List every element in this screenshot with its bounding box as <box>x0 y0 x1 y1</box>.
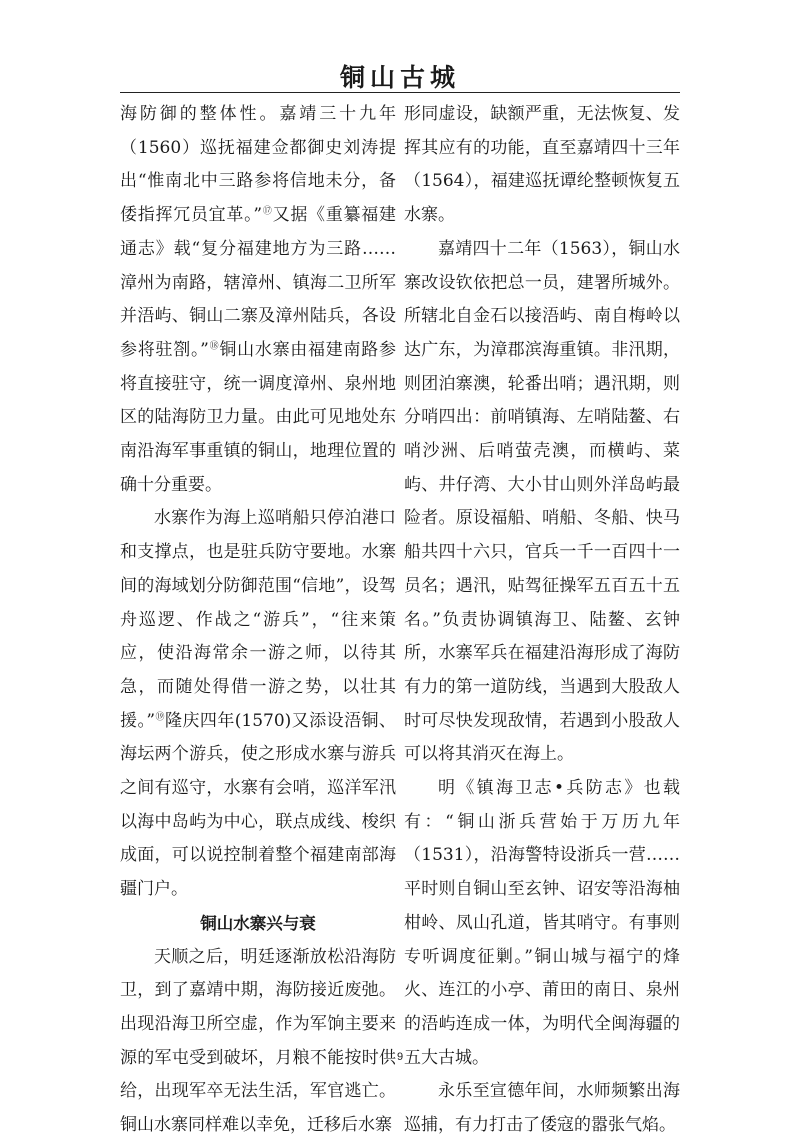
footnote-marker: ⑰ <box>262 206 273 217</box>
paragraph-text: 又据《重纂福建通志》载“复分福建地方为三路……漳州为南路，辖漳州、镇海二卫所军并浯屿、铜山二寨及漳州陆兵，各设参将驻劄。” <box>120 205 396 360</box>
running-header-title: 铜山古城 <box>339 63 460 92</box>
header-rule <box>120 92 680 93</box>
paragraph-text: 海防御的整体性。嘉靖三十九年（1560）巡抚福建佥都御史刘涛提出“惟南北中三路参将信地未分，备倭指挥冗员宜革。” <box>120 104 396 226</box>
footnote-marker: ⑱ <box>208 341 220 352</box>
section-heading: 铜山水寨兴与衰 <box>200 913 316 933</box>
page-number: 9 <box>396 1051 404 1063</box>
paragraph-text: 铜山水寨由福建南路参将直接驻守，统一调度漳州、泉州地区的陆海防卫力量。由此可见地处东南沿海军事重镇的铜山，地理位置的确十分重要。 <box>120 339 396 495</box>
paragraph-text: 水寨作为海上巡哨船只停泊港口和支撑点，也是驻兵防守要地。水寨间的海域划分防御范围“信地”，设驾舟巡逻、作战之“游兵”，“往来策应，使沿海常余一游之师，以待其急，而随处得借一游之势，以壮其援。” <box>120 508 396 731</box>
paragraph: 形同虚设，缺额严重，无法恢复、发挥其应有的功能，直至嘉靖四十三年（1564），福建巡抚谭纶整顿恢复五水寨。 <box>404 104 680 226</box>
paragraph: 明《镇海卫志•兵防志》也载有：“铜山浙兵营始于万历九年（1531），沿海警特设浙兵一营……平时则自铜山至玄钟、诏安等沿海柚柑岭、凤山孔道，皆其哨守。有事则专听调度征剿。”铜山城与福宁的烽火、连江的小亭、莆田的南日、泉州的浯屿连成一体，为明代全闽海疆的五大古城。 <box>404 778 680 1068</box>
paragraph-text: 隆庆四年(1570)又添设浯铜、海坛两个游兵，使之形成水寨与游兵之间有巡守，水寨有会哨，巡洋军汛以海中岛屿为中心，联点成线、梭织成面，可以说控制着整个福建南部海疆门户。 <box>120 710 396 900</box>
paragraph: 天顺之后，明廷逐渐放松沿海防卫，到了嘉靖中期，海防接近废弛。出现沿海卫所空虚，作为军饷主要来源的军屯受到破坏，月粮不能按时供给，出现军卒无法生活，军官逃亡。铜山水寨同样难以幸免，迁移后水寨 <box>120 946 396 1136</box>
paragraph: 嘉靖四十二年（1563），铜山水寨改设钦依把总一员，建署所城外。所辖北自金石以接浯屿、南自梅岭以达广东，为漳郡滨海重镇。非汛期，则团泊寨澳，轮番出哨；遇汛期，则分哨四出：前哨镇海、左哨陆鳌、右哨沙洲、后哨萤壳澳，而横屿、菜屿、井仔湾、大小甘山则外洋岛屿最险者。原设福船、哨船、冬船、快马船共四十六只，官兵一千一百四十一员名；遇汛，贴驾征操军五百五十五名。”负责协调镇海卫、陆鳌、玄钟所，水寨军兵在福建沿海形成了海防有力的第一道防线，当遇到大股敌人时可尽快发现敌情，若遇到小股敌人可以将其消灭在海上。 <box>404 238 680 765</box>
paragraph: 永乐至宣德年间，水师频繁出海巡捕，有力打击了倭寇的嚣张气焰。 <box>404 1081 680 1136</box>
paragraph <box>120 98 396 502</box>
paragraph <box>120 502 396 906</box>
footnote-marker: ⑲ <box>155 712 165 722</box>
left-column <box>120 98 396 1143</box>
right-column <box>404 98 680 1143</box>
